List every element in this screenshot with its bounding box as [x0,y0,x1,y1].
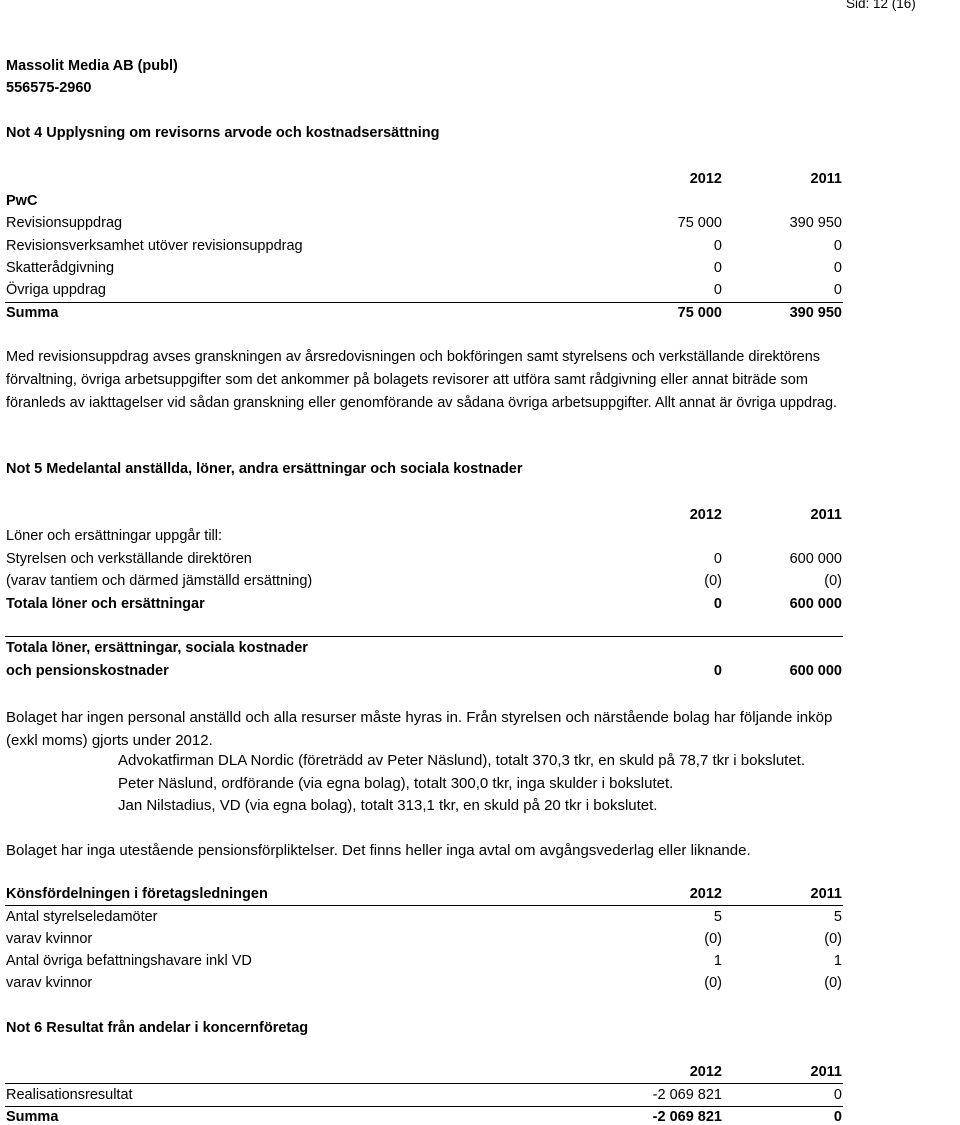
note5-year2: 2011 [810,507,842,523]
gender-row-v1: 5 [713,909,722,925]
note4-row-label: Revisionsuppdrag [6,215,123,231]
gender-row-v2: (0) [824,931,842,947]
note6-year1: 2012 [689,1064,722,1080]
note5-row-v2: (0) [824,573,842,589]
note4-title: Not 4 Upplysning om revisorns arvode och kostnadsersättning [6,125,440,141]
note6-total-label: Summa [6,1109,59,1125]
note6-divider-top [5,1083,843,1084]
note5-total-v1: 0 [713,596,722,612]
note5-intro: Löner och ersättningar uppgår till: [6,528,223,544]
note4-total-label: Summa [6,305,59,321]
note5-item: Jan Nilstadius, VD (via egna bolag), totalt 313,1 tkr, en skuld på 20 tkr i bokslutet. [118,797,658,814]
note4-row-label: Övriga uppdrag [6,282,106,298]
company-org-nr: 556575-2960 [6,80,92,96]
gender-row-label: varav kvinnor [6,975,93,991]
note4-row-v2: 0 [833,260,842,276]
note5-row-v1: 0 [713,551,722,567]
note5-total-v2: 600 000 [789,596,842,612]
note4-row-label: Skatterådgivning [6,260,115,276]
note4-group: PwC [6,193,38,209]
note4-row-v1: 0 [713,238,722,254]
gender-row-label: varav kvinnor [6,931,93,947]
gender-row-v2: (0) [824,975,842,991]
note6-total-v2: 0 [833,1109,842,1125]
gender-row-v1: (0) [704,975,722,991]
note4-text: Med revisionsuppdrag avses granskningen av årsredovisningen och bokföringen samt styrelsens och verkställande direktörens förvaltning, övriga arbetsuppgifter som det ankommer på bolagets revisorer att utföra samt rådgivning eller annat biträde som föranleds av iakttagelser vid sådan granskning eller genomförande av sådana övriga arbetsuppgifter. Allt annat är övriga uppdrag. [6,349,838,411]
note5-title: Not 5 Medelantal anställda, löner, andra ersättningar och sociala kostnader [6,461,523,477]
gender-year2: 2011 [810,886,842,902]
note5-total-label: Totala löner och ersättningar [6,596,205,612]
note5-total2-line1: Totala löner, ersättningar, sociala kostnader [6,640,308,656]
note6-year2: 2011 [810,1064,842,1080]
note6-divider [5,1106,843,1107]
page-number: Sid: 12 (16) [846,0,916,11]
note5-text2: Bolaget har inga utestående pensionsförpliktelser. Det finns heller inga avtal om avgångsvederlag eller liknande. [6,842,751,859]
gender-row-label: Antal övriga befattningshavare inkl VD [6,953,252,969]
note5-year1: 2012 [689,507,722,523]
note4-row-label: Revisionsverksamhet utöver revisionsuppdrag [6,238,303,254]
note5-total2-v2: 600 000 [789,663,842,679]
note4-row-v1: 0 [713,282,722,298]
note4-year1: 2012 [689,171,722,187]
note5-total2-line2: och pensionskostnader [6,663,169,679]
gender-row-v1: (0) [704,931,722,947]
note6-row-label: Realisationsresultat [6,1087,133,1103]
note4-year2: 2011 [810,171,842,187]
note6-row-v1: -2 069 821 [652,1087,722,1103]
note5-row-label: Styrelsen och verkställande direktören [6,551,252,567]
note5-row-v2: 600 000 [789,551,842,567]
note4-row-v2: 0 [833,238,842,254]
note5-row-label: (varav tantiem och därmed jämställd ersättning) [6,573,313,589]
note5-total2-v1: 0 [713,663,722,679]
gender-row-v2: 1 [833,953,842,969]
note4-row-v1: 75 000 [677,215,722,231]
company-name: Massolit Media AB (publ) [6,58,178,74]
note6-title: Not 6 Resultat från andelar i koncernföretag [6,1020,309,1036]
note6-row-v2: 0 [833,1087,842,1103]
gender-row-v2: 5 [833,909,842,925]
gender-divider [5,905,843,906]
gender-year1: 2012 [689,886,722,902]
gender-title: Könsfördelningen i företagsledningen [6,886,268,902]
note6-total-v1: -2 069 821 [652,1109,722,1125]
note5-divider [5,636,843,637]
gender-row-v1: 1 [713,953,722,969]
note5-item: Advokatfirman DLA Nordic (företrädd av Peter Näslund), totalt 370,3 tkr, en skuld på 78,7 tkr i bokslutet. [118,752,806,769]
note4-row-v2: 390 950 [789,215,842,231]
note4-row-v2: 0 [833,282,842,298]
note4-total-v1: 75 000 [677,305,722,321]
note5-text1: Bolaget har ingen personal anställd och alla resurser måste hyras in. Från styrelsen och närstående bolag har följande inköp (exkl moms) gjorts under 2012. [6,709,833,749]
note5-row-v1: (0) [704,573,722,589]
gender-row-label: Antal styrelseledamöter [6,909,158,925]
note4-row-v1: 0 [713,260,722,276]
note5-item: Peter Näslund, ordförande (via egna bolag), totalt 300,0 tkr, inga skulder i bokslutet. [118,775,674,792]
note4-divider [5,302,843,303]
note4-total-v2: 390 950 [789,305,842,321]
